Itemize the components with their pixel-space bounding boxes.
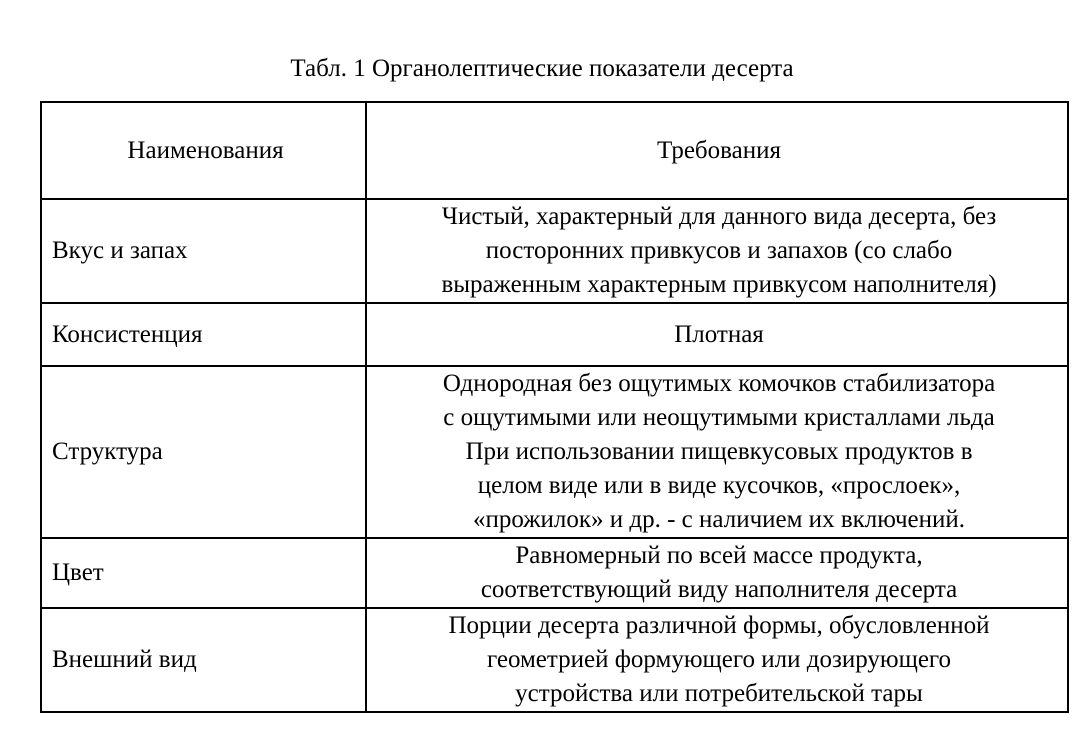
row-requirement: Плотная [366,303,1068,366]
row-requirement: Однородная без ощутимых комочков стабилизатора с ощутимыми или неощутимыми кристаллами льда При использовании пищевкусовых продуктов в целом виде или в виде кусочков, «прослоек», «прожилок» и др. - с наличием их включений. [366,366,1068,538]
row-requirement: Порции десерта различной формы, обусловленной геометрией формующего или дозирующего устройства или потребительской тары [366,608,1068,712]
table-header-row [41,102,1068,199]
row-requirement: Чистый, характерный для данного вида десерта, без посторонних привкусов и запахов (со слабо выраженным характерным привкусом наполнителя) [366,199,1068,303]
organoleptic-table [40,101,1069,713]
row-name: Структура [41,366,366,538]
row-name: Цвет [41,538,366,608]
row-name: Консистенция [41,303,366,366]
table-row [41,538,1068,608]
header-name: Наименования [41,102,366,199]
row-name: Вкус и запах [41,199,366,303]
table-caption: Табл. 1 Органолептические показатели десерта [290,55,794,82]
row-requirement: Равномерный по всей массе продукта, соответствующий виду наполнителя десерта [366,538,1068,608]
table-row [41,608,1068,712]
header-requirements: Требования [366,102,1068,199]
table-row [41,303,1068,366]
table-row [41,366,1068,538]
row-name: Внешний вид [41,608,366,712]
table-row [41,199,1068,303]
